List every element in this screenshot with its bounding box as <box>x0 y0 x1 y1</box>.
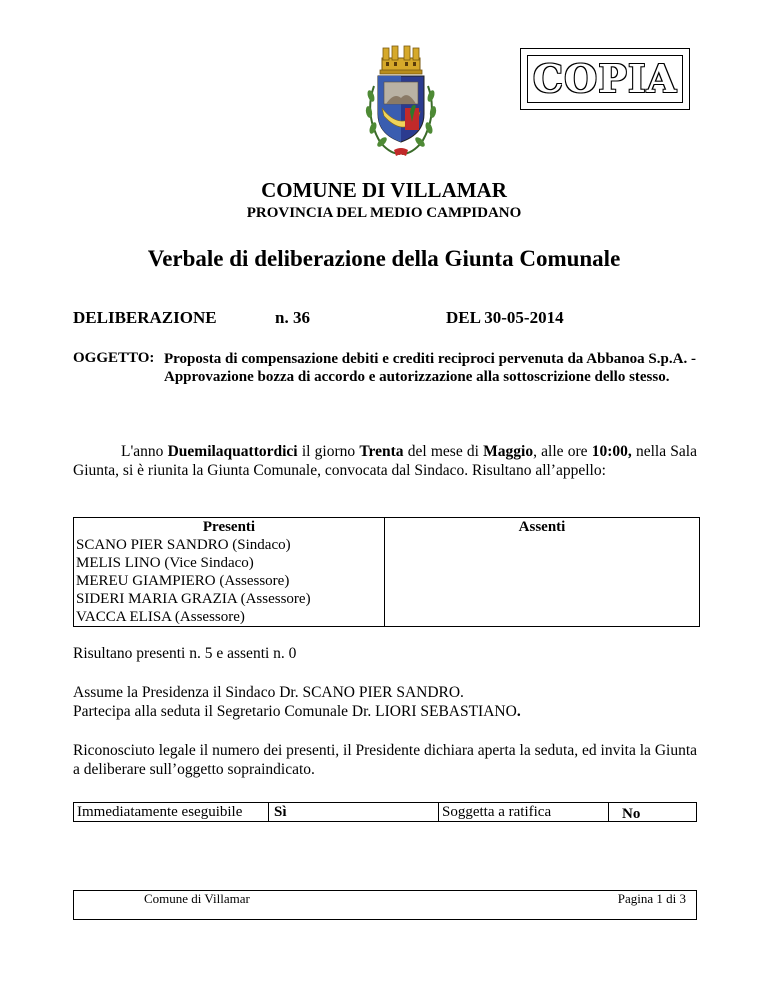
ratification-label: Soggetta a ratifica <box>439 803 609 821</box>
subject-text: Proposta di compensazione debiti e crediti reciproci pervenuta da Abbanoa S.p.A. - Approvazione bozza di accordo e autorizzazione alla sottoscrizione dello stesso. <box>164 351 696 385</box>
present-member: MEREU GIAMPIERO (Assessore) <box>76 573 290 589</box>
present-column <box>74 518 385 627</box>
ratification-value: No <box>622 806 641 822</box>
present-member: SCANO PIER SANDRO (Sindaco) <box>76 537 291 553</box>
deliberation-number: n. 36 <box>275 308 310 327</box>
intro-text-4: , alle ore <box>533 443 592 460</box>
coat-of-arms-logo <box>360 42 442 160</box>
attendance-summary: Risultano presenti n. 5 e assenti n. 0 <box>73 645 297 662</box>
municipality-name: COMUNE DI VILLAMAR <box>261 178 507 202</box>
intro-year: Duemilaquattordici <box>167 443 298 460</box>
attendance-table <box>73 517 700 627</box>
present-member: VACCA ELISA (Assessore) <box>76 609 245 625</box>
intro-text-1: L'anno <box>121 443 168 460</box>
present-member: SIDERI MARIA GRAZIA (Assessore) <box>76 591 311 607</box>
footer-page-number: Pagina 1 di 3 <box>617 891 686 906</box>
execution-status-table <box>73 802 697 822</box>
intro-day: Trenta <box>359 443 404 460</box>
deliberation-date: DEL 30-05-2014 <box>446 308 564 327</box>
secretary-text: Partecipa alla seduta il Segretario Comunale Dr. LIORI SEBASTIANO <box>73 703 517 720</box>
secretary-period: . <box>516 703 521 720</box>
province-name: PROVINCIA DEL MEDIO CAMPIDANO <box>246 205 522 221</box>
present-header: Presenti <box>202 519 256 535</box>
footer-municipality: Comune di Villamar <box>144 891 250 906</box>
intro-text-3: del mese di <box>403 443 484 460</box>
secretary-line <box>73 703 521 721</box>
intro-month: Maggio <box>483 443 534 460</box>
document-title: Verbale di deliberazione della Giunta Comunale <box>147 246 621 271</box>
copia-stamp <box>520 48 690 110</box>
intro-paragraph <box>73 442 697 480</box>
subject-label: OGGETTO: <box>73 350 155 366</box>
opening-paragraph: Riconosciuto legale il numero dei presenti, il Presidente dichiara aperta la seduta, ed invita la Giunta a deliberare sull’oggetto sopraindicato. <box>73 742 697 778</box>
immediate-exec-label: Immediatamente eseguibile <box>74 803 269 821</box>
immediate-exec-value: Sì <box>269 803 439 821</box>
absent-header: Assenti <box>518 519 566 535</box>
intro-text-2: il giorno <box>297 443 360 460</box>
deliberation-label: DELIBERAZIONE <box>73 308 217 327</box>
absent-column <box>385 518 700 627</box>
present-member: MELIS LINO (Vice Sindaco) <box>76 555 254 571</box>
presidency-line: Assume la Presidenza il Sindaco Dr. SCANO PIER SANDRO. <box>73 684 464 701</box>
copia-stamp-text: COPIA <box>532 56 678 101</box>
intro-text-5: nella Sala Giunta, si è riunita la Giunta Comunale, convocata dal Sindaco. Risultano all’appello: <box>73 443 697 479</box>
page-footer <box>73 890 697 920</box>
intro-time: 10:00, <box>591 443 632 460</box>
